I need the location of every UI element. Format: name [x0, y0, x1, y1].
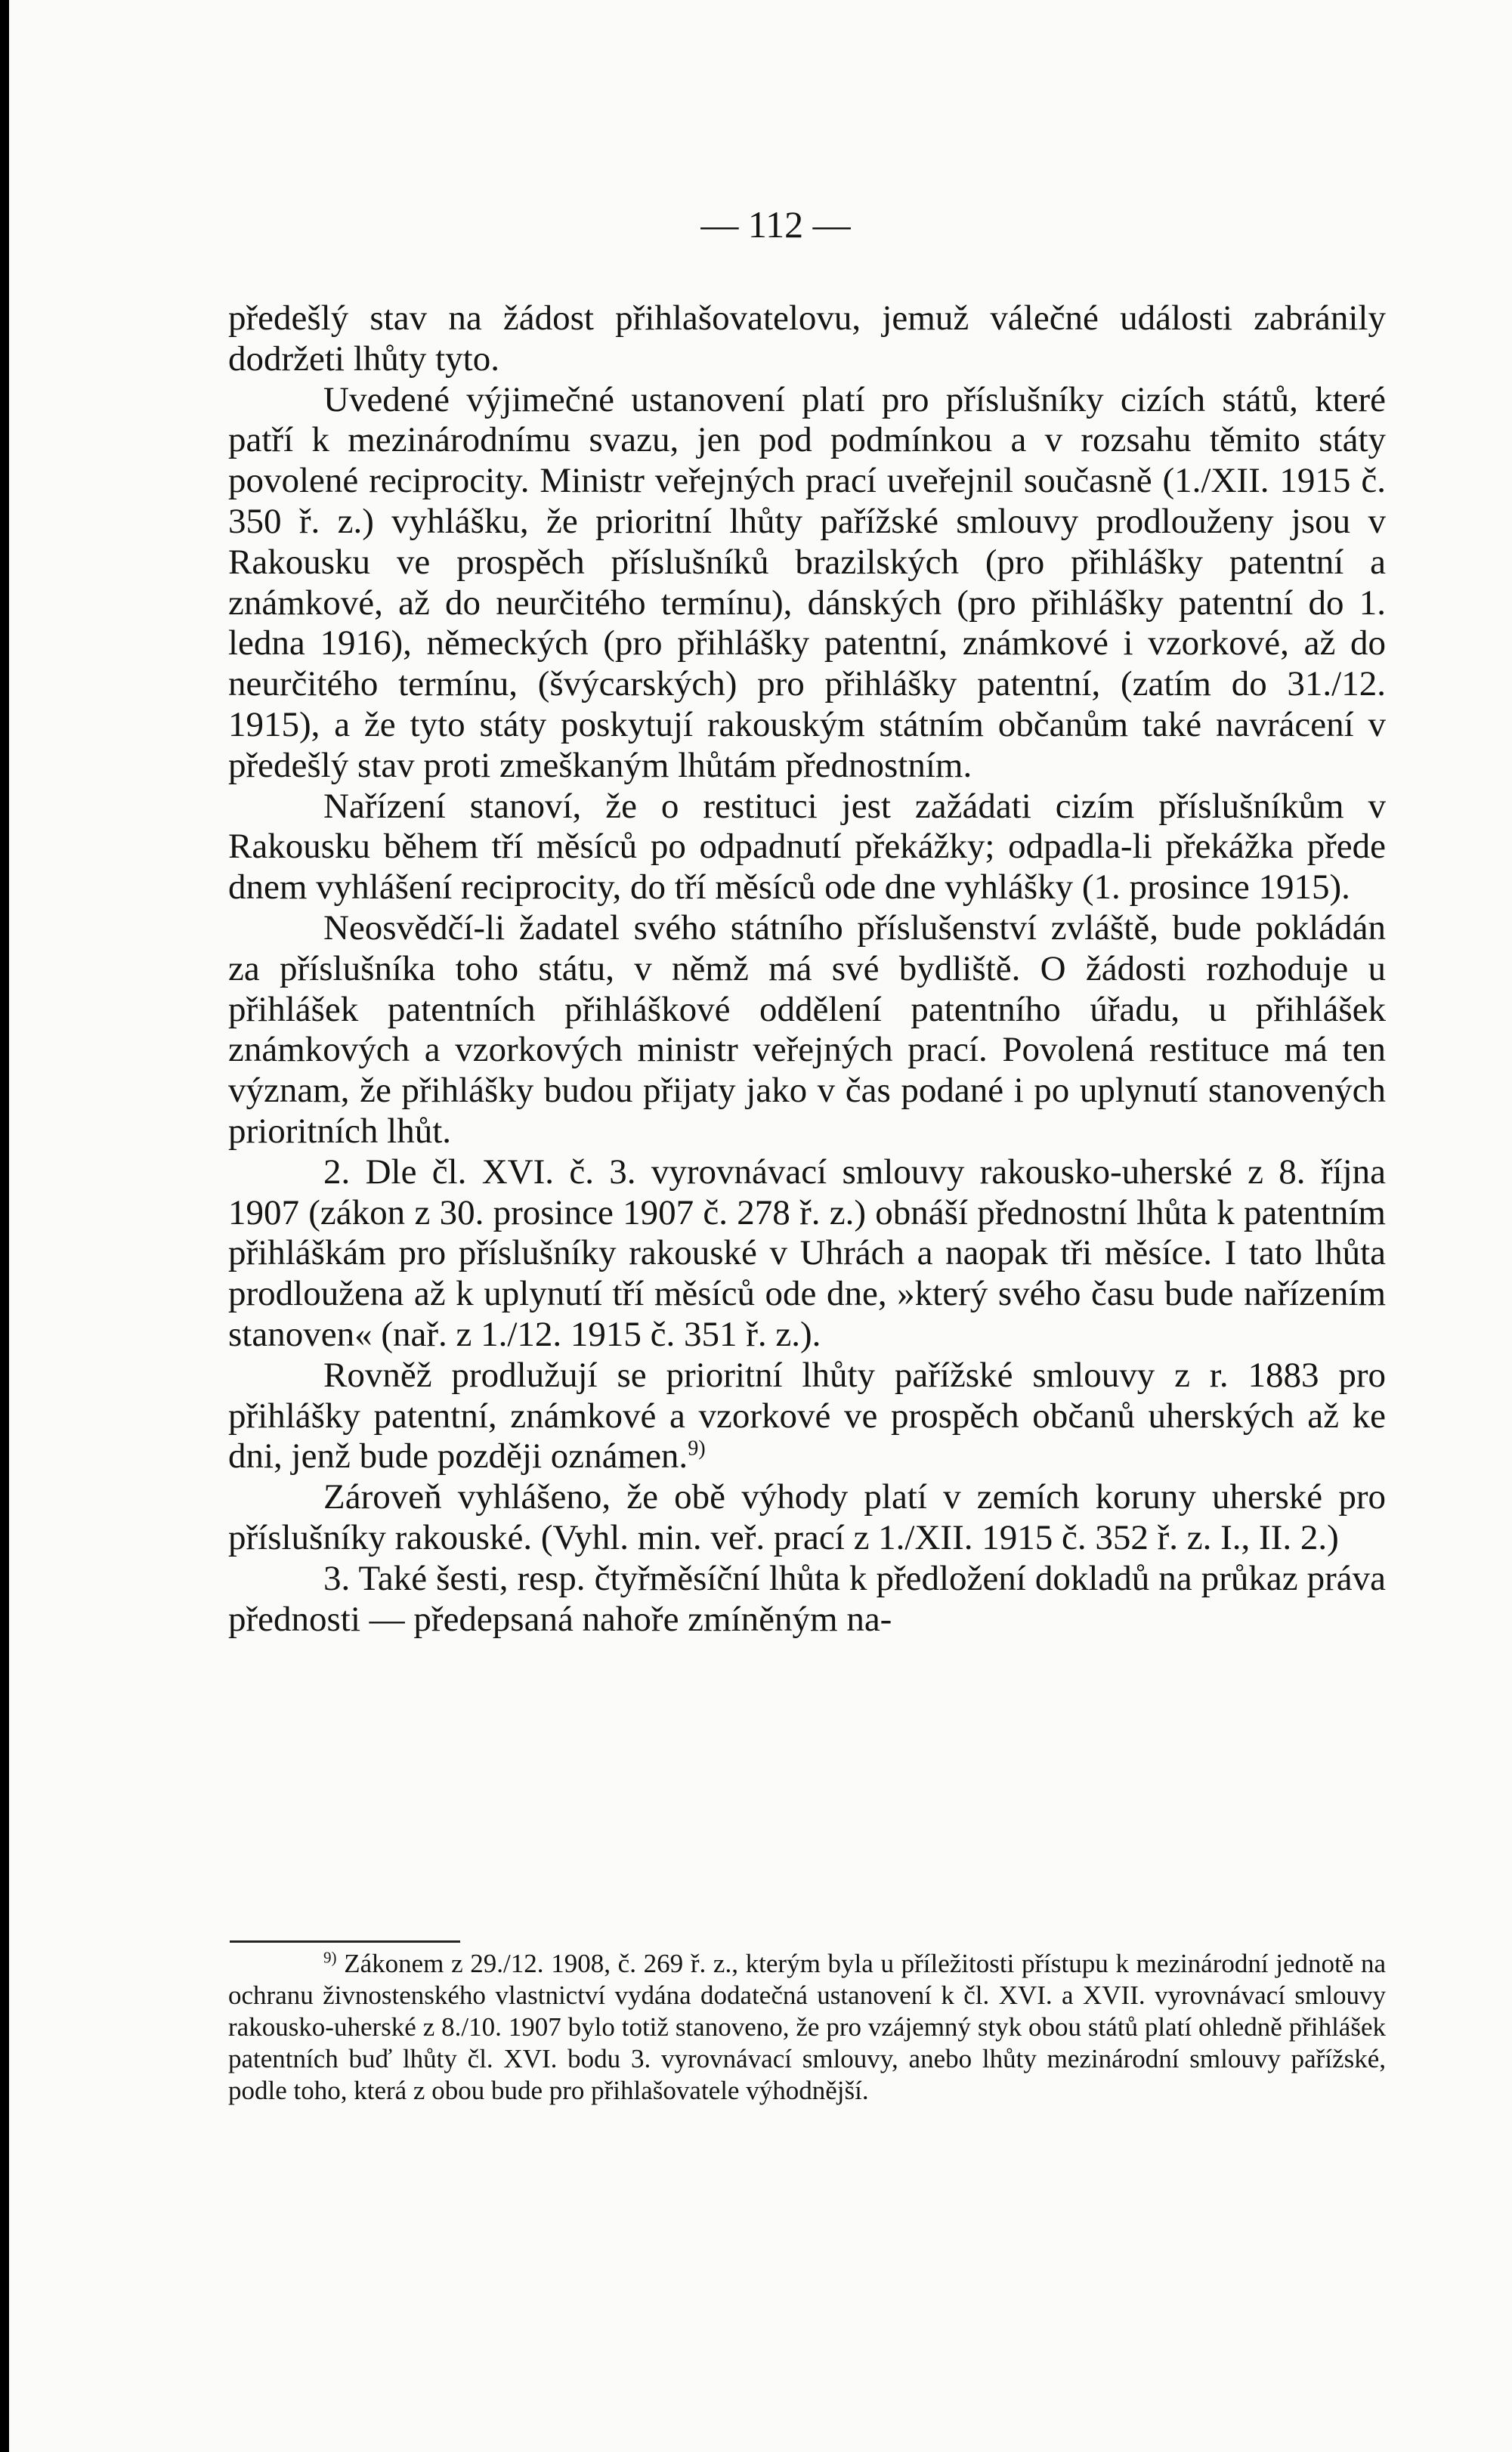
footnote-text: Zákonem z 29./12. 1908, č. 269 ř. z., kterým byla u příležitosti přístupu k mezinárodní jednotě na ochranu živnostenského vlastnictví vydána dodatečná ustanovení k čl. XVI. a XVII. vyrovnávací smlouvy rakousko-uherské z 8./10. 1907 bylo totiž stanoveno, že pro vzájemný styk obou států platí ohledně přihlášek patentních buď lhůty čl. XVI. bodu 3. vyrovnávací smlouvy, anebo lhůty mezinárodní smlouvy pařížské, podle toho, která z obou bude pro přihlašovatele výhodnější.	[228, 1949, 1387, 2105]
paragraph-with-footnote-ref	[228, 1356, 1386, 1477]
footnote	[228, 1948, 1386, 2107]
footnote-reference: 9)	[688, 1436, 706, 1461]
paragraph: Zároveň vyhlášeno, že obě výhody platí v zemích koruny uherské pro příslušníky rakouské. (Vyhl. min. veř. prací z 1./XII. 1915 č. 352 ř. z. I., II. 2.)	[228, 1477, 1386, 1557]
main-text	[228, 298, 1386, 1640]
paragraph: Nařízení stanoví, že o restituci jest zažádati cizím příslušníkům v Rakousku během tří měsíců po odpadnutí překážky; odpadla-li překážka přede dnem vyhlášení reciprocity, do tří měsíců ode dne vyhlášky (1. prosince 1915).	[228, 786, 1386, 908]
paragraph: Neosvědčí-li žadatel svého státního příslušenství zvláště, bude pokládán za příslušníka toho státu, v němž má své bydliště. O žádosti rozhoduje u přihlášek patentních přihláškové oddělení patentního úřadu, u přihlášek známkových a vzorkových ministr veřejných prací. Povolená restituce má ten význam, že přihlášky budou přijaty jako v čas podané i po uplynutí stanovených prioritních lhůt.	[228, 908, 1386, 1151]
document-page	[9, 0, 1512, 2452]
page-number: — 112 —	[700, 203, 851, 246]
paragraph: předešlý stav na žádost přihlašovatelovu, jemuž válečné události zabránily dodržeti lhůty tyto.	[228, 298, 1386, 379]
paragraph: 2. Dle čl. XVI. č. 3. vyrovnávací smlouvy rakousko-uherské z 8. října 1907 (zákon z 30. prosince 1907 č. 278 ř. z.) obnáší přednostní lhůta k patentním přihláškám pro příslušníky rakouské v Uhrách a naopak tři měsíce. I tato lhůta prodloužena až k uplynutí tří měsíců ode dne, »který svého času bude nařízením stanoven« (nař. z 1./12. 1915 č. 351 ř. z.).	[228, 1152, 1386, 1354]
footnote-separator	[230, 1940, 460, 1943]
paragraph-text: Rovněž prodlužují se prioritní lhůty pařížské smlouvy z r. 1883 pro přihlášky patentní, známkové a vzorkové ve prospěch občanů uherských až ke dni, jenž bude později oznámen.	[228, 1355, 1386, 1476]
footnote-marker: 9)	[323, 1948, 337, 1967]
paragraph: Uvedené výjimečné ustanovení platí pro příslušníky cizích států, které patří k mezinárodnímu svazu, jen pod podmínkou a v rozsahu těmito státy povolené reciprocity. Ministr veřejných prací uveřejnil současně (1./XII. 1915 č. 350 ř. z.) vyhlášku, že prioritní lhůty pařížské smlouvy prodlouženy jsou v Rakousku ve prospěch příslušníků brazilských (pro přihlášky patentní a známkové, až do neurčitého termínu), dánských (pro přihlášky patentní do 1. ledna 1916), německých (pro přihlášky patentní, známkové i vzorkové, až do neurčitého termínu, (švýcarských) pro přihlášky patentní, (zatím do 31./12. 1915), a že tyto státy poskytují rakouským státním občanům také navrácení v předešlý stav proti zmeškaným lhůtám přednostním.	[228, 379, 1386, 785]
paragraph: 3. Také šesti, resp. čtyřměsíční lhůta k předložení dokladů na průkaz práva přednosti — předepsaná nahoře zmíněným na-	[228, 1558, 1386, 1639]
